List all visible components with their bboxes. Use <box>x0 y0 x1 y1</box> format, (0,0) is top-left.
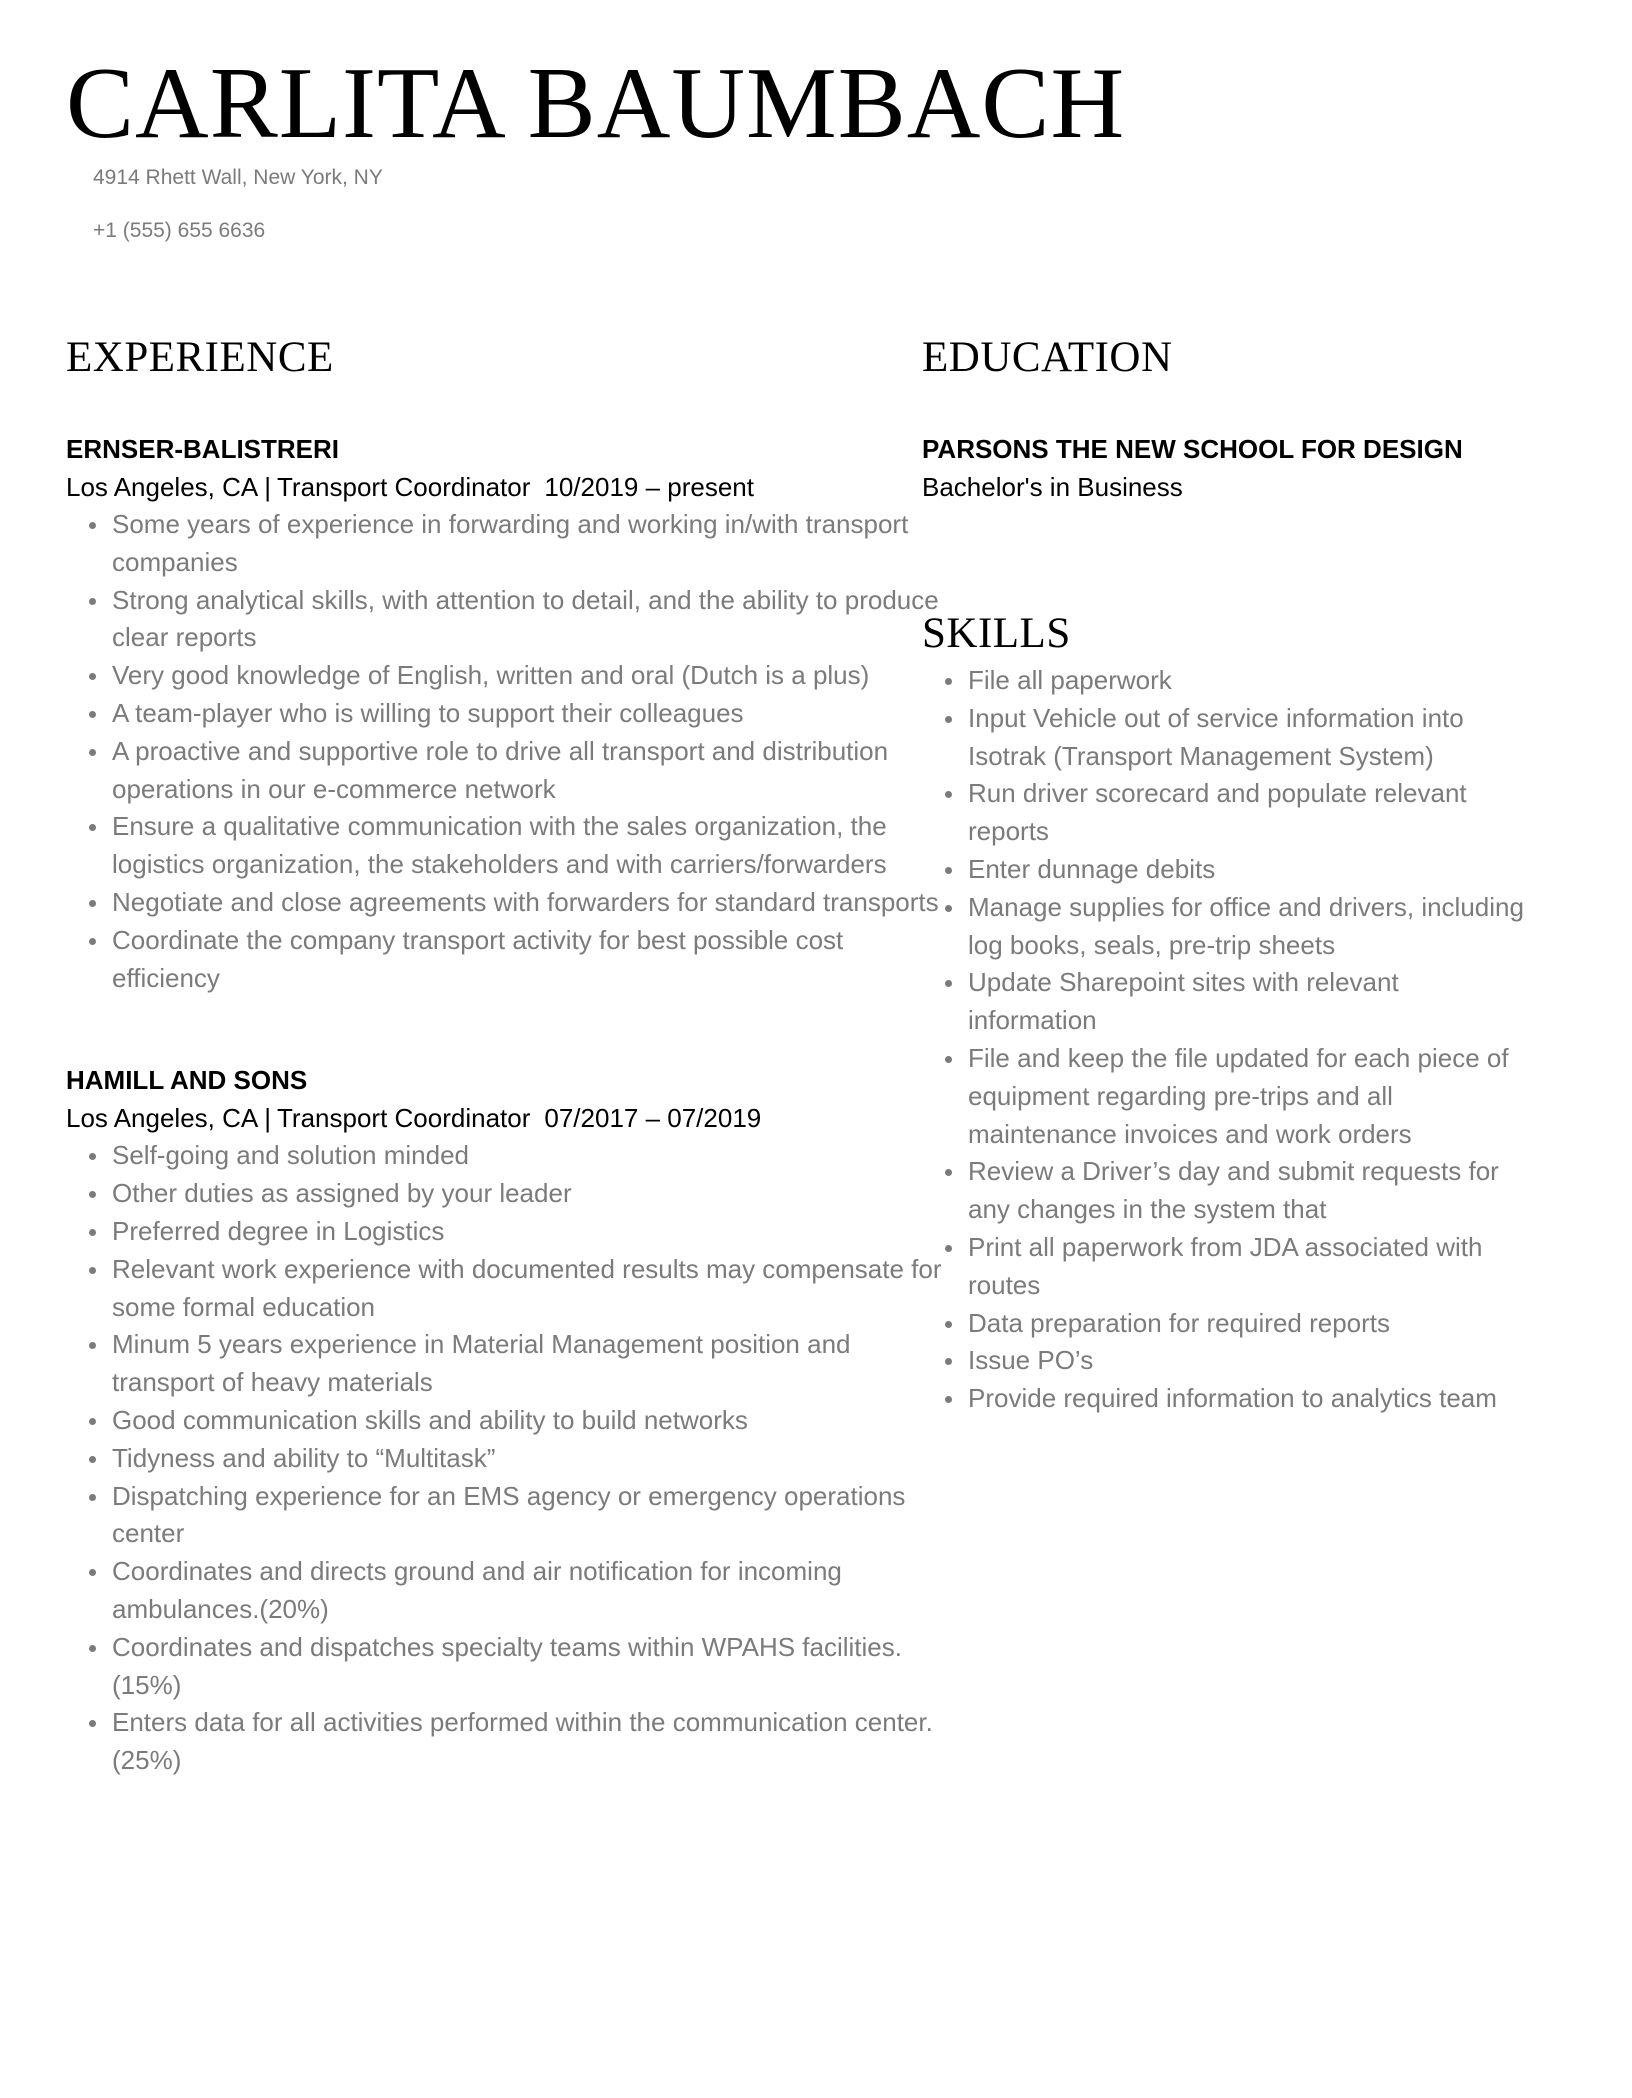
education-degree: Bachelor's in Business <box>922 472 1183 502</box>
skill-item: Provide required information to analytics team <box>968 1380 1528 1418</box>
contact-address: 4914 Rhett Wall, New York, NY <box>93 166 383 189</box>
job-dates: 10/2019 – present <box>544 472 754 502</box>
job-separator: | <box>264 472 271 502</box>
job-bullet: Enters data for all activities performed within the communication center.(25%) <box>112 1704 952 1780</box>
skill-item: Update Sharepoint sites with relevant information <box>968 964 1528 1040</box>
skills-list <box>922 662 1552 1418</box>
job-bullet: Relevant work experience with documented results may compensate for some formal education <box>112 1251 952 1327</box>
job-responsibilities <box>66 1137 942 1780</box>
job-bullet: Some years of experience in forwarding and working in/with transport companies <box>112 506 952 582</box>
job-location: Los Angeles, CA <box>66 1103 259 1134</box>
job-bullet: Very good knowledge of English, written and oral (Dutch is a plus) <box>112 657 952 695</box>
job-role: Transport Coordinator <box>277 472 531 502</box>
job-bullet: Negotiate and close agreements with forwarders for standard transports <box>112 884 952 922</box>
skill-item: Data preparation for required reports <box>968 1305 1528 1343</box>
experience-section <box>66 330 942 1780</box>
job-entry <box>66 1061 942 1780</box>
skill-item: Review a Driver’s day and submit requests for any changes in the system that <box>968 1153 1528 1229</box>
job-location: Los Angeles, CA <box>66 472 259 502</box>
job-company: HAMILL AND SONS <box>66 1065 308 1096</box>
job-bullet: Ensure a qualitative communication with the sales organization, the logistics organization, the stakeholders and with carriers/forwarders <box>112 808 952 884</box>
skill-item: File all paperwork <box>968 662 1528 700</box>
job-bullet: Self-going and solution minded <box>112 1137 952 1175</box>
candidate-name: CARLITA BAUMBACH <box>66 47 1126 160</box>
job-bullet: Good communication skills and ability to build networks <box>112 1402 952 1440</box>
job-bullet: Coordinate the company transport activity for best possible cost efficiency <box>112 922 952 998</box>
job-bullet: Preferred degree in Logistics <box>112 1213 952 1251</box>
job-bullet: Dispatching experience for an EMS agency or emergency operations center <box>112 1478 952 1554</box>
education-heading: EDUCATION <box>922 334 1173 381</box>
job-bullet: Coordinates and dispatches specialty teams within WPAHS facilities.(15%) <box>112 1629 952 1705</box>
education-school: PARSONS THE NEW SCHOOL FOR DESIGN <box>922 434 1463 464</box>
job-bullet: Tidyness and ability to “Multitask” <box>112 1440 952 1478</box>
job-bullet: A team-player who is willing to support their colleagues <box>112 695 952 733</box>
job-entry <box>66 430 939 997</box>
job-bullet: Coordinates and directs ground and air notification for incoming ambulances.(20%) <box>112 1553 952 1629</box>
skill-item: File and keep the file updated for each piece of equipment regarding pre-trips and all maintenance invoices and work orders <box>968 1040 1528 1153</box>
contact-phone: +1 (555) 655 6636 <box>93 219 266 242</box>
job-bullet: Other duties as assigned by your leader <box>112 1175 952 1213</box>
skill-item: Run driver scorecard and populate relevant reports <box>968 775 1528 851</box>
job-company: ERNSER-BALISTRERI <box>66 434 340 464</box>
skill-item: Enter dunnage debits <box>968 851 1528 889</box>
job-meta <box>66 468 876 506</box>
job-bullet: Minum 5 years experience in Material Management position and transport of heavy materials <box>112 1326 952 1402</box>
sidebar-column <box>922 330 1552 1418</box>
job-role: Transport Coordinator <box>277 1103 531 1134</box>
job-responsibilities <box>66 506 939 997</box>
job-separator: | <box>264 1103 271 1134</box>
job-meta <box>66 1099 876 1137</box>
experience-heading: EXPERIENCE <box>66 334 334 381</box>
skill-item: Manage supplies for office and drivers, including log books, seals, pre-trip sheets <box>968 889 1528 965</box>
skills-heading: SKILLS <box>922 610 1071 657</box>
job-bullet: Strong analytical skills, with attention to detail, and the ability to produce clear reports <box>112 582 952 658</box>
job-dates: 07/2017 – 07/2019 <box>544 1103 762 1134</box>
skill-item: Issue PO’s <box>968 1342 1528 1380</box>
skill-item: Input Vehicle out of service information into Isotrak (Transport Management System) <box>968 700 1528 776</box>
skill-item: Print all paperwork from JDA associated with routes <box>968 1229 1528 1305</box>
job-bullet: A proactive and supportive role to drive all transport and distribution operations in our e-commerce network <box>112 733 952 809</box>
education-entry <box>922 430 1552 506</box>
